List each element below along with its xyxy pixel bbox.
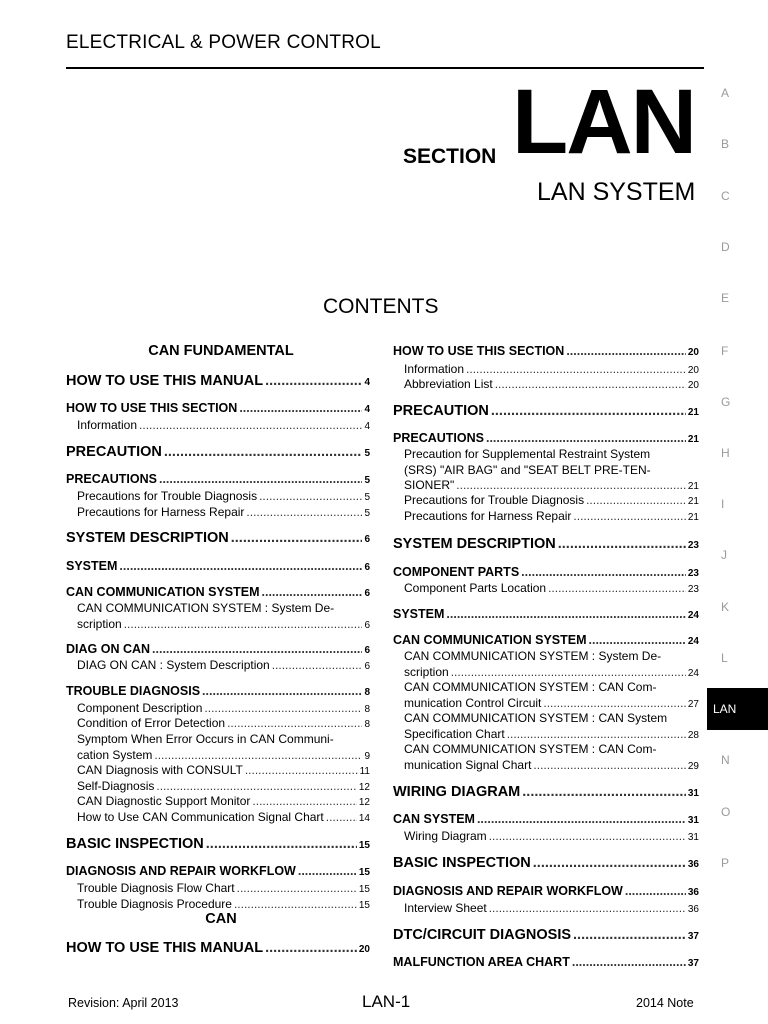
toc-entry[interactable]	[66, 418, 370, 432]
section-tab-e[interactable]: E	[721, 291, 730, 305]
toc-page-number: 20	[687, 365, 699, 376]
toc-entry[interactable]	[393, 362, 699, 376]
toc-page-number: 20	[687, 380, 699, 391]
toc-page-number: 8	[364, 719, 370, 730]
toc-entry-title: Wiring Diagram	[404, 829, 487, 843]
toc-entry[interactable]	[66, 864, 370, 878]
toc-leader-dots	[543, 696, 685, 710]
toc-leader-dots	[156, 779, 357, 793]
toc-leader-dots	[206, 836, 357, 852]
toc-entry[interactable]	[393, 829, 699, 843]
toc-page-number: 37	[687, 931, 699, 942]
toc-entry-title: CAN COMMUNICATION SYSTEM	[66, 585, 260, 599]
toc-entry[interactable]	[66, 897, 370, 911]
toc-page-number: 23	[687, 584, 699, 595]
toc-entry-title: Component Parts Location	[404, 581, 547, 595]
toc-entry-title: Interview Sheet	[404, 901, 487, 915]
toc-page-number: 36	[687, 904, 699, 915]
toc-page-number: 4	[364, 404, 370, 415]
toc-leader-dots	[625, 884, 686, 898]
toc-entry[interactable]	[393, 633, 699, 647]
toc-entry[interactable]	[393, 536, 699, 552]
toc-entry-title: WIRING DIAGRAM	[393, 784, 521, 800]
toc-entry[interactable]	[393, 565, 699, 579]
section-tab-l[interactable]: L	[721, 651, 728, 665]
toc-entry-title: How to Use CAN Communication Signal Chart	[77, 810, 324, 824]
toc-leader-dots	[489, 829, 686, 843]
toc-leader-dots	[558, 536, 686, 552]
toc-page-number: 6	[364, 645, 370, 656]
toc-page-number: 21	[687, 512, 699, 523]
toc-page-number: 12	[358, 782, 370, 793]
toc-entry[interactable]	[393, 431, 699, 445]
toc-page-number: 14	[358, 813, 370, 824]
toc-entry-title: PRECAUTIONS	[393, 431, 484, 445]
section-tab-o[interactable]: O	[721, 805, 731, 819]
toc-entry[interactable]	[66, 684, 370, 698]
toc-entry-title: CAN COMMUNICATION SYSTEM : CAN Com-	[404, 742, 657, 756]
toc-entry-title: scription	[404, 664, 449, 679]
toc-entry-title: CAN COMMUNICATION SYSTEM : CAN Com-	[404, 680, 657, 694]
toc-page-number: 8	[364, 687, 370, 698]
toc-entry[interactable]	[393, 493, 699, 507]
toc-entry-title: DIAGNOSIS AND REPAIR WORKFLOW	[393, 884, 623, 898]
section-word: SECTION	[403, 145, 497, 168]
toc-entry[interactable]	[66, 701, 370, 715]
toc-page-number: 4	[364, 377, 370, 388]
toc-entry[interactable]	[66, 810, 370, 824]
toc-entry-title: PRECAUTION	[393, 403, 489, 419]
toc-entry[interactable]	[66, 444, 370, 460]
toc-entry-title: Precautions for Trouble Diagnosis	[404, 493, 585, 507]
toc-leader-dots	[237, 881, 357, 895]
toc-entry-title: PRECAUTIONS	[66, 472, 157, 486]
toc-page-number: 37	[687, 958, 699, 969]
toc-leader-dots	[522, 784, 686, 800]
footer-revision: Revision: April 2013	[68, 996, 179, 1010]
footer-page-number: LAN-1	[362, 992, 411, 1011]
toc-leader-dots	[326, 810, 357, 824]
section-tab-g[interactable]: G	[721, 395, 731, 409]
toc-entry-title: cation System	[77, 747, 153, 762]
toc-entry[interactable]	[393, 711, 699, 741]
toc-leader-dots	[446, 607, 685, 621]
section-tab-f[interactable]: F	[721, 344, 729, 358]
toc-entry-title: HOW TO USE THIS SECTION	[393, 344, 565, 358]
toc-entry-title: TROUBLE DIAGNOSIS	[66, 684, 201, 698]
toc-entry-title: CAN Diagnostic Support Monitor	[77, 794, 251, 808]
toc-page-number: 6	[364, 588, 370, 599]
toc-entry-title: SIONER"	[404, 478, 455, 492]
toc-entry-title: munication Control Circuit	[404, 695, 542, 710]
toc-leader-dots	[154, 748, 362, 762]
toc-leader-dots	[239, 401, 362, 415]
toc-entry-title: scription	[77, 616, 122, 631]
toc-page-number: 20	[358, 944, 370, 955]
toc-page-number: 11	[359, 766, 370, 777]
toc-page-number: 6	[364, 661, 370, 672]
toc-entry-title: CAN COMMUNICATION SYSTEM : CAN System	[404, 711, 668, 725]
toc-leader-dots	[521, 565, 686, 579]
toc-entry-title: SYSTEM	[66, 559, 118, 573]
toc-page-number: 36	[687, 859, 699, 870]
toc-entry-title: Trouble Diagnosis Procedure	[77, 897, 232, 911]
page-header-title: ELECTRICAL & POWER CONTROL	[66, 32, 381, 53]
section-tab-i[interactable]: I	[721, 497, 725, 511]
toc-page-number: 15	[358, 884, 370, 895]
toc-entry-title: Symptom When Error Occurs in CAN Communi-	[77, 732, 334, 746]
toc-entry[interactable]	[66, 794, 370, 808]
toc-entry-title: munication Signal Chart	[404, 757, 532, 772]
toc-entry[interactable]	[393, 344, 699, 358]
section-tab-c[interactable]: C	[721, 189, 730, 203]
toc-page-number: 31	[687, 788, 699, 799]
toc-leader-dots	[246, 505, 362, 519]
section-tab-n[interactable]: N	[721, 753, 730, 767]
toc-leader-dots	[572, 955, 686, 969]
toc-entry[interactable]	[66, 642, 370, 656]
toc-leader-dots	[124, 617, 363, 631]
toc-entry-title: Abbreviation List	[404, 377, 493, 391]
toc-entry-title: Condition of Error Detection	[77, 716, 226, 730]
toc-entry[interactable]	[66, 489, 370, 503]
toc-leader-dots	[491, 403, 686, 419]
toc-entry[interactable]	[393, 784, 699, 800]
section-tab-k[interactable]: K	[721, 600, 730, 614]
toc-entry[interactable]	[393, 581, 699, 595]
toc-leader-dots	[234, 897, 357, 911]
toc-leader-dots	[298, 864, 357, 878]
section-tab-d[interactable]: D	[721, 240, 730, 254]
toc-page-number: 4	[364, 421, 370, 432]
toc-entry[interactable]	[66, 836, 370, 852]
toc-entry[interactable]	[393, 955, 699, 969]
toc-entry-title: PRECAUTION	[66, 444, 162, 460]
toc-leader-dots	[245, 763, 358, 777]
toc-entry-title: DIAG ON CAN	[66, 642, 151, 656]
toc-page-number: 6	[364, 562, 370, 573]
toc-page-number: 8	[364, 704, 370, 715]
toc-page-number: 9	[364, 750, 370, 762]
toc-page-number: 6	[364, 534, 370, 545]
toc-leader-dots	[489, 901, 686, 915]
toc-leader-dots	[202, 684, 362, 698]
toc-leader-dots	[533, 855, 686, 871]
toc-leader-dots	[456, 478, 686, 492]
toc-leader-dots	[227, 716, 362, 730]
toc-page-number: 5	[364, 508, 370, 519]
toc-leader-dots	[159, 472, 362, 486]
section-tab-j[interactable]: J	[721, 548, 727, 562]
toc-entry-title: CAN COMMUNICATION SYSTEM : System De-	[77, 601, 335, 615]
toc-leader-dots	[252, 794, 356, 808]
toc-page-number: 24	[687, 636, 699, 647]
toc-entry[interactable]	[393, 447, 699, 492]
toc-entry-title: Self-Diagnosis	[77, 779, 155, 793]
toc-leader-dots	[451, 665, 686, 679]
toc-page-number: 24	[687, 667, 699, 679]
toc-entry-title: DTC/CIRCUIT DIAGNOSIS	[393, 927, 572, 943]
toc-entry-title: BASIC INSPECTION	[393, 855, 531, 871]
toc-entry-title: DIAGNOSIS AND REPAIR WORKFLOW	[66, 864, 296, 878]
toc-entry[interactable]	[393, 377, 699, 391]
toc-page-number: 20	[687, 347, 699, 358]
footer-model: 2014 Note	[636, 996, 694, 1010]
section-name: LAN SYSTEM	[537, 178, 696, 206]
toc-leader-dots	[573, 927, 686, 943]
toc-page-number: 15	[358, 867, 370, 878]
toc-entry[interactable]	[66, 585, 370, 599]
toc-entry-title: Specification Chart	[404, 726, 505, 741]
toc-page-number: 15	[358, 900, 370, 911]
toc-entry[interactable]	[66, 881, 370, 895]
toc-page-number: 36	[687, 887, 699, 898]
section-tab-h[interactable]: H	[721, 446, 730, 460]
toc-entry[interactable]	[393, 812, 699, 826]
toc-leader-dots	[204, 701, 362, 715]
toc-leader-dots	[119, 559, 362, 573]
toc-leader-dots	[272, 658, 363, 672]
toc-leader-dots	[265, 373, 362, 389]
toc-entry-title: DIAG ON CAN : System Description	[77, 658, 270, 672]
toc-entry[interactable]	[66, 716, 370, 730]
toc-entry[interactable]	[66, 401, 370, 415]
toc-entry[interactable]	[66, 505, 370, 519]
toc-leader-dots	[231, 530, 363, 546]
toc-entry[interactable]	[66, 658, 370, 672]
toc-entry[interactable]	[393, 855, 699, 871]
toc-page-number: 5	[364, 475, 370, 486]
toc-leader-dots	[477, 812, 686, 826]
toc-leader-dots	[152, 642, 362, 656]
toc-page-number: 27	[687, 698, 699, 710]
toc-entry-title: CAN COMMUNICATION SYSTEM	[393, 633, 587, 647]
toc-entry-title: Precautions for Harness Repair	[404, 509, 572, 523]
toc-entry-title: HOW TO USE THIS SECTION	[66, 401, 238, 415]
toc-entry[interactable]	[66, 940, 370, 956]
toc-page-number: 23	[687, 568, 699, 579]
toc-leader-dots	[486, 431, 686, 445]
toc-page-number: 31	[687, 832, 699, 843]
toc-leader-dots	[265, 940, 357, 956]
toc-leader-dots	[466, 362, 686, 376]
section-tab-b[interactable]: B	[721, 137, 730, 151]
toc-entry[interactable]	[393, 901, 699, 915]
section-code: LAN	[512, 71, 696, 173]
toc-page-number: 23	[687, 540, 699, 551]
toc-page-number: 28	[687, 729, 699, 741]
toc-page-number: 21	[687, 496, 699, 507]
toc-entry-title: HOW TO USE THIS MANUAL	[66, 940, 264, 956]
toc-entry[interactable]	[393, 607, 699, 621]
toc-leader-dots	[139, 418, 362, 432]
toc-entry-title: CAN SYSTEM	[393, 812, 475, 826]
toc-leader-dots	[566, 344, 686, 358]
toc-page-number: 5	[364, 448, 370, 459]
toc-leader-dots	[586, 493, 686, 507]
toc-entry-title: Information	[404, 362, 465, 376]
toc-page-number: 21	[687, 434, 699, 445]
toc-entry[interactable]	[66, 559, 370, 573]
toc-leader-dots	[533, 758, 685, 772]
toc-entry[interactable]	[66, 763, 370, 777]
toc-entry-title: Precaution for Supplemental Restraint System	[404, 447, 651, 461]
section-tab-p[interactable]: P	[721, 856, 730, 870]
toc-entry-title: CAN COMMUNICATION SYSTEM : System De-	[404, 649, 662, 663]
toc-entry[interactable]	[393, 509, 699, 523]
toc-page-number: 31	[687, 815, 699, 826]
toc-entry[interactable]	[66, 601, 370, 631]
toc-entry-title: HOW TO USE THIS MANUAL	[66, 373, 264, 389]
toc-page-number: 21	[687, 481, 699, 492]
toc-page-number: 24	[687, 610, 699, 621]
toc-entry[interactable]	[66, 779, 370, 793]
toc-page-number: 6	[364, 619, 370, 631]
toc-entry-title: SYSTEM	[393, 607, 445, 621]
toc-page-number: 12	[358, 797, 370, 808]
toc-page-number: 29	[687, 760, 699, 772]
toc-entry-title: BASIC INSPECTION	[66, 836, 204, 852]
toc-leader-dots	[259, 489, 362, 503]
toc-leader-dots	[589, 633, 686, 647]
toc-entry-title: COMPONENT PARTS	[393, 565, 520, 579]
toc-entry-title: SYSTEM DESCRIPTION	[66, 530, 229, 546]
toc-entry[interactable]	[393, 884, 699, 898]
toc-entry[interactable]	[393, 649, 699, 679]
toc-page-number: 21	[687, 407, 699, 418]
toc-leader-dots	[495, 377, 686, 391]
toc-entry[interactable]	[393, 680, 699, 710]
toc-leader-dots	[548, 581, 686, 595]
toc-entry[interactable]	[66, 373, 370, 389]
toc-entry-title: MALFUNCTION AREA CHART	[393, 955, 570, 969]
header-rule	[66, 67, 704, 69]
toc-entry-title: Component Description	[77, 701, 203, 715]
toc-page-number: 15	[358, 840, 370, 851]
section-tab-lan[interactable]: LAN	[707, 688, 768, 730]
toc-entry-title: Trouble Diagnosis Flow Chart	[77, 881, 235, 895]
toc-page-number: 5	[364, 492, 370, 503]
contents-title-text: CONTENTS	[323, 295, 439, 318]
toc-entry[interactable]	[66, 732, 370, 762]
toc-group-heading: CAN FUNDAMENTAL	[148, 343, 294, 359]
toc-leader-dots	[573, 509, 685, 523]
toc-entry-title: Precautions for Trouble Diagnosis	[77, 489, 258, 503]
toc-leader-dots	[507, 727, 686, 741]
toc-entry-title: SYSTEM DESCRIPTION	[393, 536, 556, 552]
toc-leader-dots	[164, 444, 363, 460]
toc-leader-dots	[262, 585, 363, 599]
toc-group-heading: CAN	[205, 911, 237, 927]
section-tab-a[interactable]: A	[721, 86, 730, 100]
toc-entry[interactable]	[66, 472, 370, 486]
toc-entry[interactable]	[66, 530, 370, 546]
toc-entry[interactable]	[393, 742, 699, 772]
toc-entry-title: CAN Diagnosis with CONSULT	[77, 763, 243, 777]
toc-entry-title: Precautions for Harness Repair	[77, 505, 245, 519]
toc-entry-title: Information	[77, 418, 138, 432]
toc-entry[interactable]	[393, 403, 699, 419]
toc-entry[interactable]	[393, 927, 699, 943]
toc-entry-title: (SRS) "AIR BAG" and "SEAT BELT PRE-TEN-	[404, 462, 651, 477]
